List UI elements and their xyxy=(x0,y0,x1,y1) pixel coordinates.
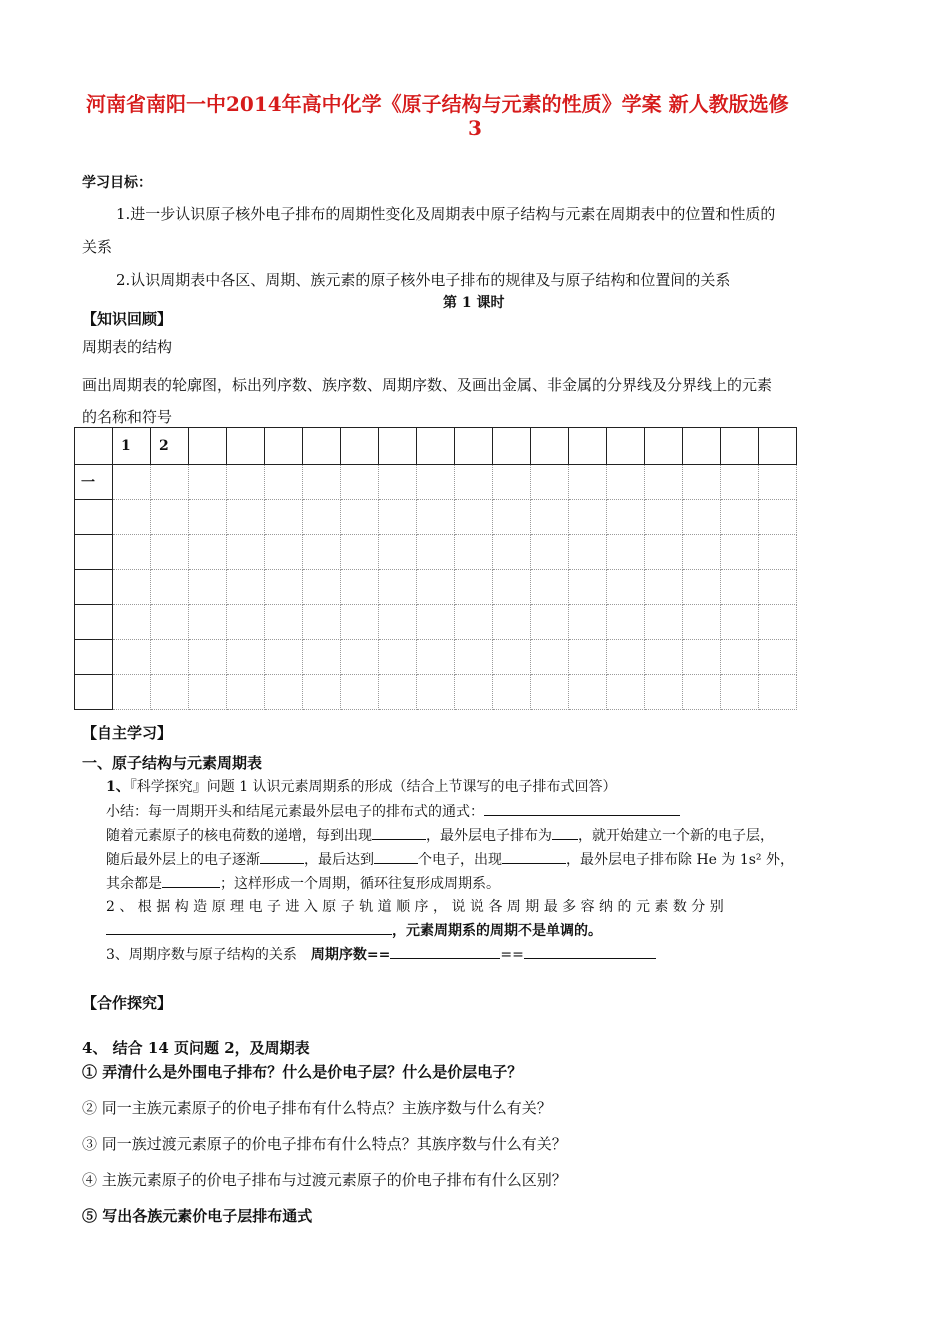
grid-cell[interactable] xyxy=(645,535,683,570)
grid-cell[interactable] xyxy=(379,465,417,500)
objectives-heading: 学习目标： xyxy=(82,175,152,191)
grid-cell[interactable] xyxy=(303,675,341,710)
subquestion-4: ④ 主族元素原子的价电子排布与过渡元素原子的价电子排布有什么区别？ xyxy=(82,1171,567,1189)
grid-cell[interactable] xyxy=(113,605,151,640)
grid-cell[interactable] xyxy=(493,465,531,500)
periodic-table-grid xyxy=(74,427,797,710)
grid-cell[interactable] xyxy=(607,465,645,500)
grid-cell[interactable] xyxy=(227,570,265,605)
grid-column-header xyxy=(379,428,417,465)
question-1-number: 1、 xyxy=(106,779,130,795)
grid-column-header xyxy=(531,428,569,465)
question-4: 4、 结合 14 页问题 2，及周期表 xyxy=(82,1039,310,1057)
grid-corner-cell xyxy=(75,428,113,465)
grid-cell[interactable] xyxy=(683,675,721,710)
grid-cell[interactable] xyxy=(379,500,417,535)
blank-element-type[interactable] xyxy=(502,849,566,864)
grid-cell[interactable] xyxy=(265,605,303,640)
grid-cell[interactable] xyxy=(569,535,607,570)
grid-cell[interactable] xyxy=(607,535,645,570)
grid-cell[interactable] xyxy=(341,675,379,710)
objective-1-line1: 1.进一步认识原子核外电子排布的周期性变化及周期表中原子结构与元素在周期表中的位置和性质的 xyxy=(116,205,776,223)
grid-cell[interactable] xyxy=(455,605,493,640)
grid-cell[interactable] xyxy=(227,605,265,640)
grid-cell[interactable] xyxy=(645,500,683,535)
objective-2: 2.认识周期表中各区、周期、族元素的原子核外电子排布的规律及与原子结构和位置间的关系 xyxy=(116,271,731,289)
grid-cell[interactable] xyxy=(645,605,683,640)
grid-cell[interactable] xyxy=(189,500,227,535)
summary-line xyxy=(106,801,680,821)
grid-row-header xyxy=(75,605,113,640)
grid-cell[interactable] xyxy=(569,500,607,535)
grid-cell[interactable] xyxy=(569,605,607,640)
paragraph-2b: ，最后达到 xyxy=(304,852,374,868)
grid-column-header xyxy=(303,428,341,465)
grid-cell[interactable] xyxy=(721,675,759,710)
grid-cell[interactable] xyxy=(113,640,151,675)
grid-cell[interactable] xyxy=(493,500,531,535)
grid-column-header xyxy=(493,428,531,465)
grid-cell[interactable] xyxy=(607,570,645,605)
question-2-conclusion: ，元素周期系的周期不是单调的。 xyxy=(392,923,602,939)
grid-cell[interactable] xyxy=(113,465,151,500)
question-2-line2 xyxy=(106,920,602,940)
grid-cell[interactable] xyxy=(303,465,341,500)
blank-outer-config[interactable] xyxy=(552,825,578,840)
grid-cell[interactable] xyxy=(189,640,227,675)
paragraph-3b: ；这样形成一个周期，循环往复形成周期系。 xyxy=(220,876,500,892)
grid-cell[interactable] xyxy=(721,500,759,535)
objective-1-line2: 关系 xyxy=(82,238,113,256)
grid-cell[interactable] xyxy=(341,570,379,605)
grid-cell[interactable] xyxy=(417,500,455,535)
grid-row-header xyxy=(75,570,113,605)
blank-config-general[interactable] xyxy=(162,873,220,888)
grid-cell[interactable] xyxy=(417,535,455,570)
grid-cell[interactable] xyxy=(341,605,379,640)
grid-cell[interactable] xyxy=(721,570,759,605)
grid-column-header xyxy=(455,428,493,465)
summary-blank[interactable] xyxy=(484,801,680,816)
grid-cell[interactable] xyxy=(645,465,683,500)
paragraph-line-1 xyxy=(106,825,774,845)
grid-cell[interactable] xyxy=(303,605,341,640)
grid-row-header xyxy=(75,535,113,570)
blank-increase[interactable] xyxy=(260,849,304,864)
grid-cell[interactable] xyxy=(265,465,303,500)
grid-cell[interactable] xyxy=(645,675,683,710)
grid-cell[interactable] xyxy=(113,675,151,710)
grid-cell[interactable] xyxy=(341,640,379,675)
grid-cell[interactable] xyxy=(189,675,227,710)
grid-cell[interactable] xyxy=(379,535,417,570)
blank-period-relation-2[interactable] xyxy=(524,944,656,959)
grid-cell[interactable] xyxy=(379,640,417,675)
grid-cell[interactable] xyxy=(113,500,151,535)
review-subheading: 周期表的结构 xyxy=(82,338,173,356)
subquestion-1: ① 弄清什么是外围电子排布？什么是价电子层？什么是价层电子？ xyxy=(82,1063,523,1081)
subquestion-3: ③ 同一族过渡元素原子的价电子排布有什么特点？其族序数与什么有关？ xyxy=(82,1135,567,1153)
subquestion-5: ⑤ 写出各族元素价电子层排布通式 xyxy=(82,1207,313,1225)
grid-cell[interactable] xyxy=(303,500,341,535)
review-instruction-line2: 的名称和符号 xyxy=(82,408,173,426)
grid-cell[interactable] xyxy=(531,640,569,675)
paragraph-line-2 xyxy=(106,849,794,869)
grid-cell[interactable] xyxy=(265,675,303,710)
grid-cell[interactable] xyxy=(531,465,569,500)
grid-cell[interactable] xyxy=(607,605,645,640)
paragraph-line-3 xyxy=(106,873,500,893)
grid-cell[interactable] xyxy=(455,640,493,675)
paragraph-3a: 其余都是 xyxy=(106,876,162,892)
grid-cell[interactable] xyxy=(227,675,265,710)
grid-column-header xyxy=(683,428,721,465)
grid-cell[interactable] xyxy=(759,465,797,500)
document-title-line1: 河南省南阳一中2014年高中化学《原子结构与元素的性质》学案 新人教版选修 xyxy=(86,92,789,116)
grid-cell[interactable] xyxy=(417,640,455,675)
grid-cell[interactable] xyxy=(113,535,151,570)
grid-cell[interactable] xyxy=(721,640,759,675)
grid-column-header xyxy=(759,428,797,465)
grid-cell[interactable] xyxy=(151,605,189,640)
grid-cell[interactable] xyxy=(683,640,721,675)
grid-row xyxy=(75,535,797,570)
grid-row xyxy=(75,500,797,535)
grid-cell[interactable] xyxy=(189,570,227,605)
grid-cell[interactable] xyxy=(569,675,607,710)
grid-cell[interactable] xyxy=(759,570,797,605)
grid-column-header: 1 xyxy=(113,428,151,465)
grid-cell[interactable] xyxy=(379,605,417,640)
grid-cell[interactable] xyxy=(113,570,151,605)
grid-cell[interactable] xyxy=(569,640,607,675)
grid-column-header xyxy=(417,428,455,465)
grid-cell[interactable] xyxy=(759,605,797,640)
grid-cell[interactable] xyxy=(683,465,721,500)
grid-cell[interactable] xyxy=(189,605,227,640)
grid-cell[interactable] xyxy=(265,570,303,605)
grid-cell[interactable] xyxy=(189,535,227,570)
grid-cell[interactable] xyxy=(607,640,645,675)
grid-cell[interactable] xyxy=(683,570,721,605)
cooperation-heading: 【合作探究】 xyxy=(82,994,173,1012)
grid-cell[interactable] xyxy=(607,675,645,710)
grid-row-header xyxy=(75,675,113,710)
grid-cell[interactable] xyxy=(265,535,303,570)
grid-cell[interactable] xyxy=(531,500,569,535)
grid-column-header xyxy=(265,428,303,465)
grid-cell[interactable] xyxy=(493,605,531,640)
paragraph-1a: 随着元素原子的核电荷数的递增，每到出现 xyxy=(106,828,372,844)
grid-cell[interactable] xyxy=(303,570,341,605)
question-1-text: 『科学探究』问题 1 认识元素周期系的形成（结合上节课写的电子排布式回答） xyxy=(129,779,617,795)
grid-cell[interactable] xyxy=(493,535,531,570)
grid-cell[interactable] xyxy=(151,535,189,570)
grid-cell[interactable] xyxy=(645,640,683,675)
grid-cell[interactable] xyxy=(683,535,721,570)
grid-cell[interactable] xyxy=(721,535,759,570)
grid-column-header xyxy=(341,428,379,465)
lesson-label: 第 1 课时 xyxy=(443,295,505,311)
grid-cell[interactable] xyxy=(189,465,227,500)
question-3-text: 3、周期序数与原子结构的关系 xyxy=(106,947,297,963)
period-number-label: 周期序数== xyxy=(310,947,391,963)
grid-cell[interactable] xyxy=(531,675,569,710)
grid-cell[interactable] xyxy=(531,535,569,570)
question-3 xyxy=(106,944,656,964)
grid-cell[interactable] xyxy=(645,570,683,605)
paragraph-2a: 随后最外层上的电子逐渐 xyxy=(106,852,260,868)
grid-row xyxy=(75,640,797,675)
grid-cell[interactable] xyxy=(417,605,455,640)
grid-cell[interactable] xyxy=(417,570,455,605)
grid-column-header xyxy=(645,428,683,465)
grid-column-header xyxy=(227,428,265,465)
review-instruction-line1: 画出周期表的轮廓图，标出列序数、族序数、周期序数、及画出金属、非金属的分界线及分界线上的元素 xyxy=(82,376,773,394)
grid-row-header: 一 xyxy=(75,465,113,500)
grid-cell[interactable] xyxy=(303,535,341,570)
grid-cell[interactable] xyxy=(607,500,645,535)
grid-cell[interactable] xyxy=(531,570,569,605)
grid-cell[interactable] xyxy=(417,465,455,500)
grid-cell[interactable] xyxy=(341,465,379,500)
grid-cell[interactable] xyxy=(569,570,607,605)
grid-cell[interactable] xyxy=(455,570,493,605)
grid-cell[interactable] xyxy=(455,500,493,535)
grid-cell[interactable] xyxy=(151,675,189,710)
grid-cell[interactable] xyxy=(531,605,569,640)
grid-cell[interactable] xyxy=(759,535,797,570)
grid-cell[interactable] xyxy=(493,570,531,605)
paragraph-1c: ，就开始建立一个新的电子层， xyxy=(578,828,774,844)
grid-row xyxy=(75,675,797,710)
grid-cell[interactable] xyxy=(417,675,455,710)
equals-sign: == xyxy=(500,947,524,963)
grid-cell[interactable] xyxy=(265,500,303,535)
grid-cell[interactable] xyxy=(721,605,759,640)
grid-row-header xyxy=(75,500,113,535)
grid-cell[interactable] xyxy=(455,465,493,500)
grid-cell[interactable] xyxy=(265,640,303,675)
grid-column-header: 2 xyxy=(151,428,189,465)
grid-cell[interactable] xyxy=(341,535,379,570)
grid-cell[interactable] xyxy=(759,500,797,535)
grid-row-header xyxy=(75,640,113,675)
grid-cell[interactable] xyxy=(683,605,721,640)
review-heading: 【知识回顾】 xyxy=(82,310,173,328)
grid-cell[interactable] xyxy=(759,675,797,710)
blank-electron-count[interactable] xyxy=(374,849,418,864)
grid-cell[interactable] xyxy=(379,570,417,605)
subquestion-2: ② 同一主族元素原子的价电子排布有什么特点？主族序数与什么有关？ xyxy=(82,1099,552,1117)
grid-column-header xyxy=(721,428,759,465)
grid-cell[interactable] xyxy=(151,465,189,500)
grid-column-header xyxy=(569,428,607,465)
grid-cell[interactable] xyxy=(151,570,189,605)
blank-element-counts[interactable] xyxy=(106,920,392,935)
grid-cell[interactable] xyxy=(455,675,493,710)
grid-cell[interactable] xyxy=(455,535,493,570)
question-1 xyxy=(106,776,617,796)
grid-cell[interactable] xyxy=(227,465,265,500)
paragraph-1b: ，最外层电子排布为 xyxy=(426,828,552,844)
summary-text: 小结：每一周期开头和结尾元素最外层电子的排布式的通式： xyxy=(106,804,484,820)
grid-cell[interactable] xyxy=(341,500,379,535)
blank-period-relation-1[interactable] xyxy=(390,944,500,959)
grid-column-header xyxy=(189,428,227,465)
grid-cell[interactable] xyxy=(493,675,531,710)
grid-cell[interactable] xyxy=(227,640,265,675)
document-title-line2: 3 xyxy=(468,116,482,140)
paragraph-2c: 个电子，出现 xyxy=(418,852,502,868)
grid-cell[interactable] xyxy=(683,500,721,535)
grid-cell[interactable] xyxy=(227,500,265,535)
grid-column-header xyxy=(607,428,645,465)
grid-cell[interactable] xyxy=(151,640,189,675)
grid-cell[interactable] xyxy=(569,465,607,500)
paragraph-2d: ，最外层电子排布除 He 为 1s² 外， xyxy=(566,852,794,868)
grid-cell[interactable] xyxy=(493,640,531,675)
grid-cell[interactable] xyxy=(721,465,759,500)
self-study-heading: 【自主学习】 xyxy=(82,724,173,742)
blank-noble-gas[interactable] xyxy=(372,825,426,840)
grid-row xyxy=(75,605,797,640)
grid-cell[interactable] xyxy=(227,535,265,570)
grid-cell[interactable] xyxy=(151,500,189,535)
grid-cell[interactable] xyxy=(303,640,341,675)
grid-cell[interactable] xyxy=(759,640,797,675)
section-1-heading: 一、原子结构与元素周期表 xyxy=(82,754,263,772)
grid-row xyxy=(75,465,797,500)
question-2-line1: 2 、 根 据 构 造 原 理 电 子 进 入 原 子 轨 道 顺 序 ， 说 说 各 周 期 最 多 容 纳 的 元 素 数 分 别 xyxy=(106,899,724,915)
grid-row xyxy=(75,570,797,605)
grid-cell[interactable] xyxy=(379,675,417,710)
grid-header-row xyxy=(75,428,797,465)
